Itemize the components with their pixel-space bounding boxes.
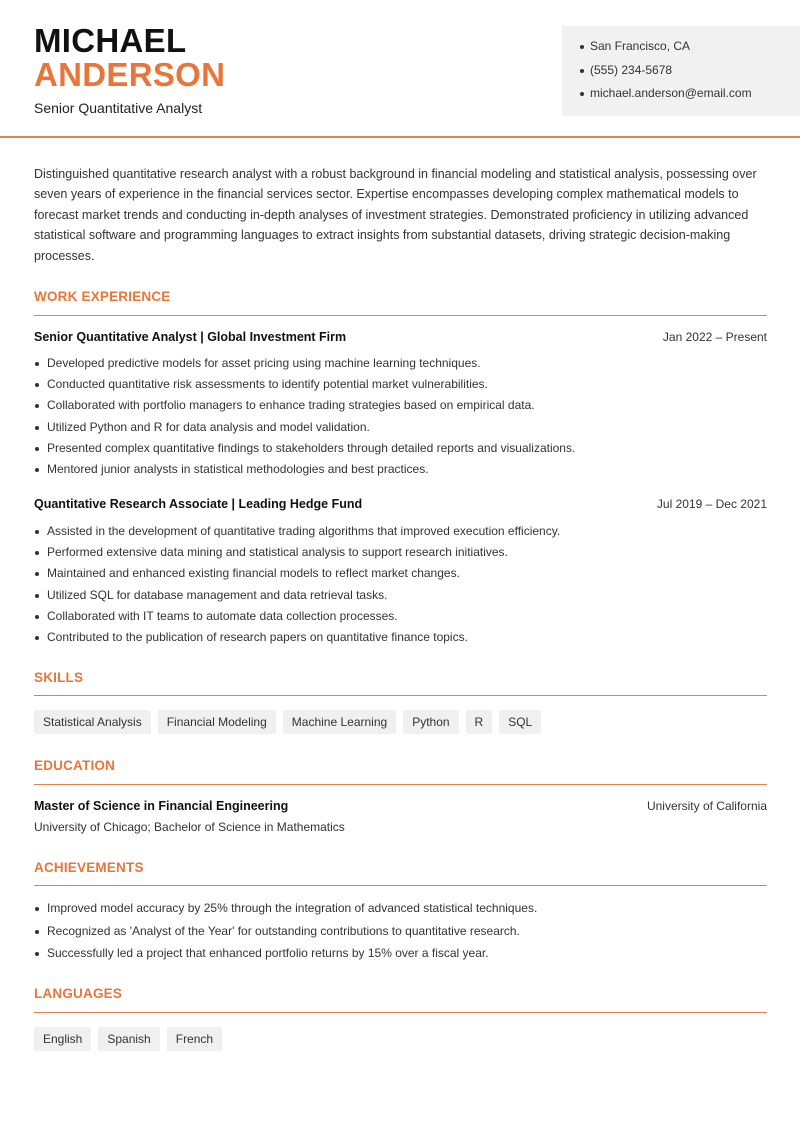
job-dates: Jan 2022 – Present [662,330,767,344]
achievement-item: Recognized as 'Analyst of the Year' for outstanding contributions to quantitative research. [34,923,767,946]
skill-chip: Machine Learning [283,710,396,734]
job-dates: Jul 2019 – Dec 2021 [656,497,767,511]
section-title-education: EDUCATION [34,758,116,773]
first-name: MICHAEL [34,22,187,59]
section-divider [34,784,767,785]
contact-email: michael.anderson@email.com [580,85,800,109]
language-chip: English [34,1027,91,1051]
language-chip: French [167,1027,222,1051]
achievements-list [34,900,767,968]
job-role: Quantitative Research Associate | Leading Hedge Fund [34,497,363,511]
skill-chip: R [466,710,493,734]
contact-location: San Francisco, CA [580,38,800,62]
contact-box [562,26,800,116]
job-bullets [34,355,767,482]
job-bullet: Assisted in the development of quantitative trading algorithms that improved execution efficiency. [34,523,767,544]
section-divider [34,1012,767,1013]
language-chip: Spanish [98,1027,159,1051]
section-divider [34,315,767,316]
section-title-achievements: ACHIEVEMENTS [34,860,144,875]
skill-chip: Python [403,710,458,734]
job-bullet: Utilized Python and R for data analysis and model validation. [34,419,767,440]
job-bullet: Collaborated with IT teams to automate data collection processes. [34,608,767,629]
section-title-skills: SKILLS [34,670,84,685]
contact-phone: (555) 234-5678 [580,62,800,86]
achievement-item: Improved model accuracy by 25% through the integration of advanced statistical techniques. [34,900,767,923]
section-divider [34,695,767,696]
job-bullets [34,523,767,650]
last-name: ANDERSON [34,56,226,93]
job-header [34,497,767,511]
job-title: Senior Quantitative Analyst [34,100,203,116]
job-bullet: Developed predictive models for asset pricing using machine learning techniques. [34,355,767,376]
job-bullet: Maintained and enhanced existing financial models to reflect market changes. [34,565,767,586]
education-degree: Master of Science in Financial Engineering [34,799,289,813]
languages-list [34,1027,222,1051]
job-bullet: Mentored junior analysts in statistical methodologies and best practices. [34,461,767,482]
achievement-item: Successfully led a project that enhanced portfolio returns by 15% over a fiscal year. [34,945,767,968]
section-divider [34,885,767,886]
section-title-languages: LANGUAGES [34,986,123,1001]
job-bullet: Collaborated with portfolio managers to enhance trading strategies based on empirical data. [34,397,767,418]
skill-chip: SQL [499,710,541,734]
resume-header [0,0,800,138]
job-header [34,330,767,344]
education-additional: University of Chicago; Bachelor of Science in Mathematics [34,820,345,834]
job-bullet: Contributed to the publication of research papers on quantitative finance topics. [34,629,767,650]
section-title-work-experience: WORK EXPERIENCE [34,289,171,304]
education-school: University of California [646,799,767,813]
skills-list [34,710,541,734]
job-bullet: Conducted quantitative risk assessments to identify potential market vulnerabilities. [34,376,767,397]
job-bullet: Presented complex quantitative findings to stakeholders through detailed reports and visualizations. [34,440,767,461]
skill-chip: Statistical Analysis [34,710,151,734]
summary-paragraph: Distinguished quantitative research analyst with a robust background in financial modeling and statistical analysis, possessing over seven years of experience in the financial services sector. Expertise encompasses developing complex mathematical models to forecast market trends and conducting in-depth analyses of investment strategies. Demonstrated proficiency in utilizing advanced statistical software and programming languages to extract insights from substantial datasets, driving strategic decision-making processes. [34,167,757,263]
education-header [34,799,767,813]
skill-chip: Financial Modeling [158,710,276,734]
job-bullet: Utilized SQL for database management and data retrieval tasks. [34,587,767,608]
job-role: Senior Quantitative Analyst | Global Investment Firm [34,330,347,344]
job-bullet: Performed extensive data mining and statistical analysis to support research initiatives. [34,544,767,565]
